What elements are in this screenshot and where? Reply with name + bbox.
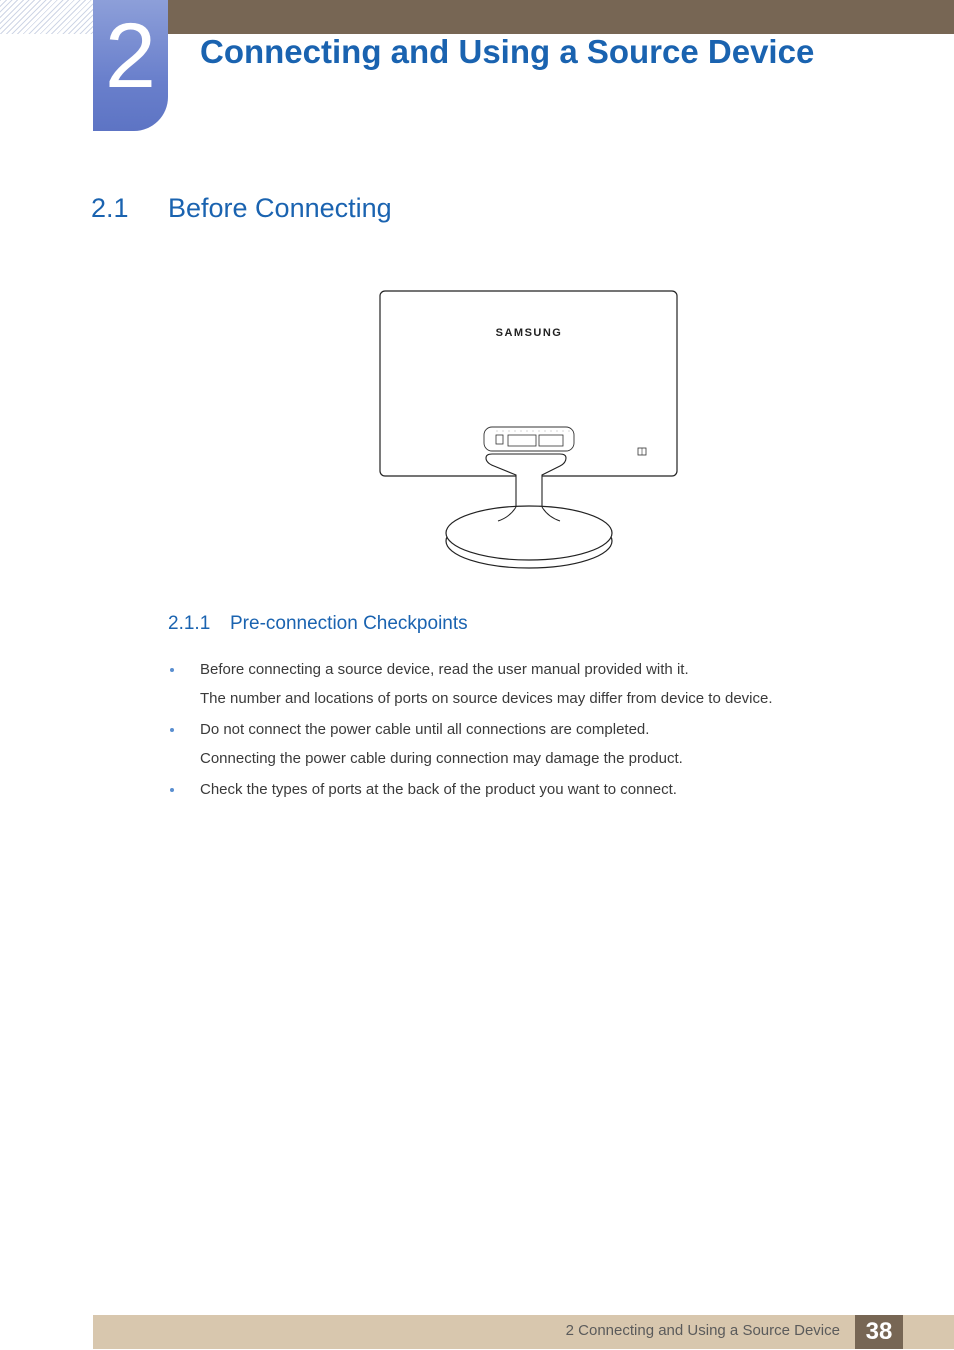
header-hatch-pattern [0,0,93,34]
section-number: 2.1 [91,193,129,223]
chapter-title: Connecting and Using a Source Device [200,33,815,70]
stand-base-top [446,506,612,560]
bullet-icon [170,668,174,672]
list-item [168,718,888,770]
checkpoint-note: The number and locations of ports on source devices may differ from device to device. [200,690,773,707]
list-item [168,778,888,801]
section-heading [91,192,392,224]
subsection-heading [168,613,468,636]
checkpoint-text: Check the types of ports at the back of the product you want to connect. [200,781,677,798]
chapter-number: 2 [104,5,157,107]
subsection-title: Pre-connection Checkpoints [230,613,468,634]
page-number: 38 [855,1315,903,1349]
monitor-back-illustration [370,285,690,577]
port-panel [484,427,574,451]
brand-logo: SAMSUNG [495,327,563,339]
checkpoint-list [168,658,888,809]
bullet-icon [170,728,174,732]
bullet-icon [170,788,174,792]
list-item [168,658,888,710]
header-bar [168,0,954,34]
monitor-back-drawing [370,285,690,577]
chapter-tab [93,0,168,131]
checkpoint-text: Before connecting a source device, read the user manual provided with it. [200,661,689,678]
section-title: Before Connecting [168,193,392,223]
footer-running-title: 2 Connecting and Using a Source Device [565,1322,840,1339]
checkpoint-note: Connecting the power cable during connection may damage the product. [200,750,683,767]
subsection-number: 2.1.1 [168,613,211,634]
checkpoint-text: Do not connect the power cable until all connections are completed. [200,721,650,738]
